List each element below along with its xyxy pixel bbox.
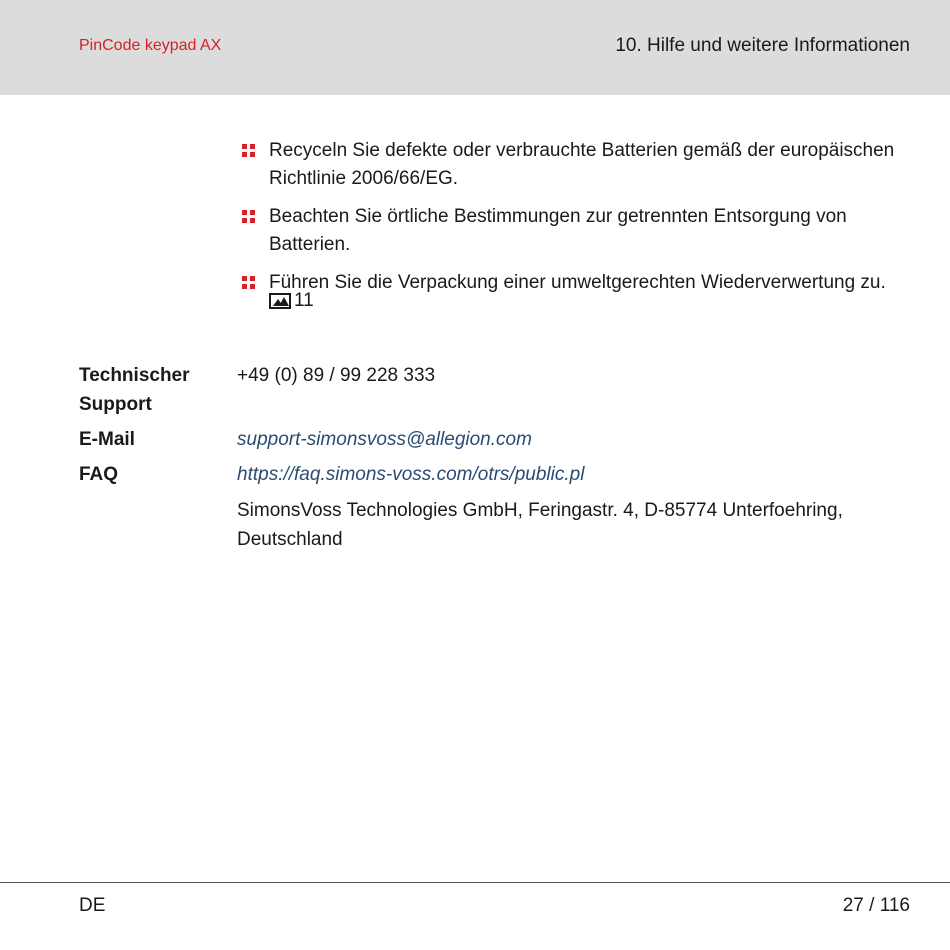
figure-number: 11 (294, 290, 314, 311)
list-item-text: Führen Sie die Verpackung einer umweltgerechten Wiederverwertung zu. (269, 272, 886, 293)
chapter-title: 10. Hilfe und weitere Informationen (615, 35, 910, 56)
faq-link[interactable]: https://faq.simons-voss.com/otrs/public.pl (237, 464, 585, 485)
list-item (240, 203, 920, 259)
support-label: Technischer Support (79, 365, 190, 415)
product-name: PinCode keypad AX (79, 37, 222, 54)
email-link[interactable]: support-simonsvoss@allegion.com (237, 429, 532, 450)
bullet-list (240, 137, 920, 325)
footer-divider (0, 882, 950, 883)
list-item (240, 137, 920, 193)
bullet-icon (242, 276, 255, 289)
list-item (240, 269, 920, 315)
image-icon (269, 293, 291, 309)
bullet-icon (242, 144, 255, 157)
company-address: SimonsVoss Technologies GmbH, Feringastr. 4, D-85774 Unterfoehring, Deutschland (237, 500, 843, 550)
page-header (0, 0, 950, 95)
list-item-text: Recyceln Sie defekte oder verbrauchte Batterien gemäß der europäischen Richtlinie 2006/66/EG. (269, 140, 895, 189)
page-number: 27 / 116 (842, 895, 910, 916)
support-phone: +49 (0) 89 / 99 228 333 (237, 365, 436, 386)
list-item-text: Beachten Sie örtliche Bestimmungen zur getrennten Entsorgung von Batterien. (269, 206, 847, 255)
bullet-icon (242, 210, 255, 223)
email-label: E-Mail (79, 429, 135, 450)
footer-language: DE (79, 895, 106, 916)
support-row (79, 361, 929, 419)
faq-label: FAQ (79, 464, 119, 485)
